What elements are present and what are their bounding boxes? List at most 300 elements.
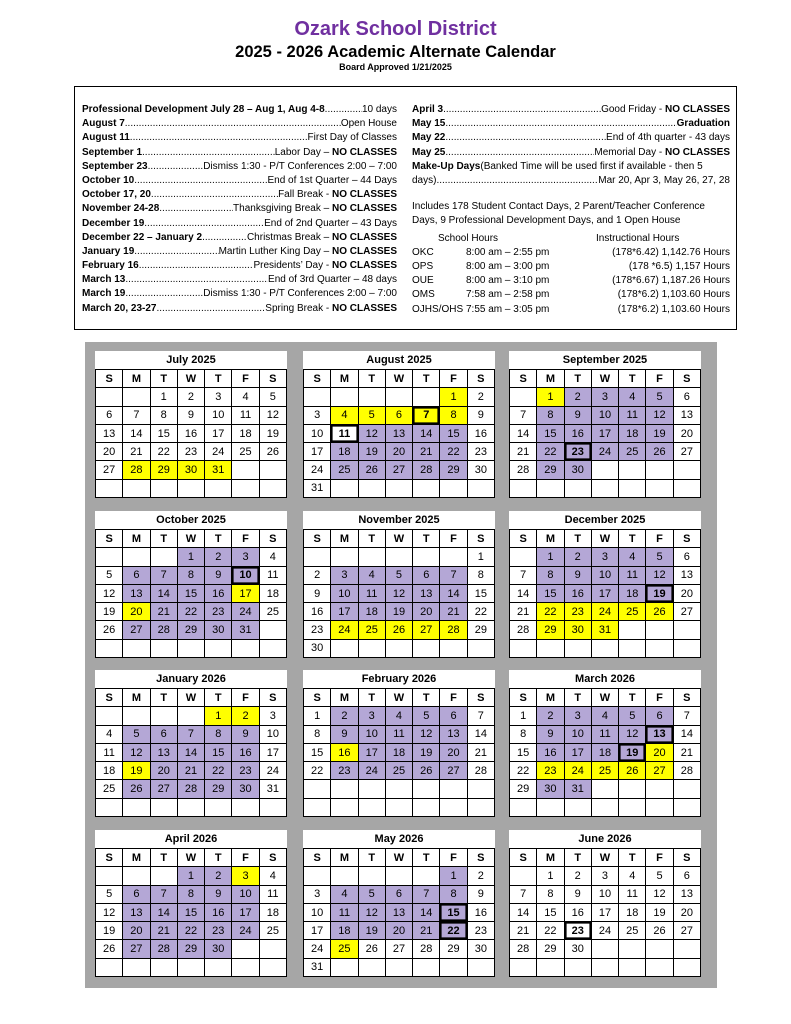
week-row [304, 725, 495, 743]
calendar-day: 1 [440, 388, 467, 406]
events-box [74, 86, 737, 330]
leader-dots [130, 131, 308, 145]
week-row [96, 903, 287, 921]
month-title: December 2025 [564, 514, 646, 526]
calendar-empty-cell [673, 798, 700, 816]
week-row [304, 479, 495, 497]
event-emphasis: NO CLASSES [331, 245, 397, 257]
hours-row [412, 274, 730, 288]
calendar-empty-cell [205, 798, 232, 816]
calendar-day: 15 [440, 903, 467, 921]
event-description [203, 160, 397, 174]
calendar-day: 23 [564, 922, 591, 940]
calendar-day: 22 [177, 922, 204, 940]
calendar-empty-cell [564, 479, 591, 497]
calendar-day: 5 [96, 885, 123, 903]
includes-line-2: Days, 9 Professional Development Days, and 1 Open House [412, 215, 681, 227]
month-title: February 2026 [361, 673, 437, 685]
weekday-header: M [537, 370, 564, 388]
calendar-day: 25 [331, 461, 358, 479]
calendar-day: 3 [304, 885, 331, 903]
calendar-day: 11 [619, 885, 646, 903]
school-hours: 8:00 am – 3:10 pm [466, 275, 550, 287]
event-description [341, 117, 397, 131]
week-row [304, 958, 495, 976]
calendar-day: 11 [619, 566, 646, 584]
calendar-day: 26 [358, 461, 385, 479]
event-row [412, 117, 730, 131]
calendar-day: 8 [440, 406, 467, 424]
calendar-empty-cell [96, 479, 123, 497]
calendar-day: 13 [673, 566, 700, 584]
week-row [304, 603, 495, 621]
calendar-day: 5 [646, 548, 673, 566]
calendar-empty-cell [646, 479, 673, 497]
calendar-day: 27 [673, 922, 700, 940]
calendar-day: 23 [537, 762, 564, 780]
month-table [303, 848, 495, 977]
event-date: March 13 [82, 274, 126, 286]
calendar-day: 28 [150, 940, 177, 958]
event-row [82, 131, 397, 145]
calendar-empty-cell [385, 958, 412, 976]
calendar-day: 3 [205, 388, 232, 406]
calendar-day: 15 [537, 903, 564, 921]
weekday-header: T [358, 370, 385, 388]
event-text: End of 2nd Quarter – 43 Days [264, 217, 397, 229]
month-table [509, 369, 701, 498]
calendar-day: 20 [673, 903, 700, 921]
week-row [510, 743, 701, 761]
weekday-header: W [591, 689, 618, 707]
calendar-day: 3 [232, 548, 259, 566]
calendar-day: 12 [96, 903, 123, 921]
weekday-header: M [123, 689, 150, 707]
weekday-header: T [413, 530, 440, 548]
week-row [96, 424, 287, 442]
calendar-day: 4 [96, 725, 123, 743]
month-july-2025 [95, 351, 287, 498]
makeup-line2: days) [412, 174, 437, 186]
calendar-empty-cell [646, 780, 673, 798]
calendar-day: 13 [385, 903, 412, 921]
calendar-empty-cell [304, 548, 331, 566]
calendar-day: 13 [385, 424, 412, 442]
calendar-day: 23 [232, 762, 259, 780]
calendar-day: 4 [385, 707, 412, 725]
calendar-empty-cell [440, 780, 467, 798]
calendar-day: 15 [467, 584, 494, 602]
calendar-day: 26 [259, 443, 286, 461]
week-row [96, 940, 287, 958]
calendar-empty-cell [232, 798, 259, 816]
calendar-day: 28 [510, 461, 537, 479]
event-date: May 15 [412, 118, 446, 130]
event-text: First Day of Classes [307, 132, 397, 144]
calendar-empty-cell [205, 479, 232, 497]
calendar-day: 24 [232, 922, 259, 940]
event-date: March 19 [82, 288, 126, 300]
calendar-day: 29 [205, 780, 232, 798]
calendar-day: 31 [205, 461, 232, 479]
calendar-day: 11 [358, 584, 385, 602]
calendar-day: 11 [96, 743, 123, 761]
month-june-2026 [509, 830, 701, 977]
calendar-day: 30 [232, 780, 259, 798]
weekday-header: S [259, 849, 286, 867]
calendar-day: 11 [619, 406, 646, 424]
calendar-day: 6 [673, 867, 700, 885]
calendar-day: 21 [123, 443, 150, 461]
leader-dots [436, 174, 598, 188]
calendar-day: 22 [440, 443, 467, 461]
calendar-day: 8 [440, 885, 467, 903]
weekday-header: T [150, 849, 177, 867]
calendar-day: 19 [385, 603, 412, 621]
calendar-day: 15 [205, 743, 232, 761]
calendar-day: 9 [232, 725, 259, 743]
calendar-day: 6 [646, 707, 673, 725]
weekday-header: S [510, 370, 537, 388]
calendar-empty-cell [413, 958, 440, 976]
week-row [96, 798, 287, 816]
leader-dots [325, 103, 362, 117]
week-row [96, 621, 287, 639]
calendar-day: 30 [467, 940, 494, 958]
calendar-day: 6 [123, 885, 150, 903]
calendar-day: 12 [646, 406, 673, 424]
calendar-day: 17 [591, 903, 618, 921]
event-row [82, 146, 397, 160]
calendar-day: 24 [304, 940, 331, 958]
leader-dots [125, 273, 268, 287]
calendar-day: 24 [591, 922, 618, 940]
weekday-header-row [96, 370, 287, 388]
calendar-empty-cell [96, 639, 123, 657]
calendar-day: 30 [205, 940, 232, 958]
weekday-header: W [385, 530, 412, 548]
calendar-day: 31 [304, 479, 331, 497]
calendar-day: 16 [564, 584, 591, 602]
board-approved-note: Board Approved 1/21/2025 [339, 62, 452, 72]
weekday-header: M [331, 849, 358, 867]
calendar-day: 13 [96, 424, 123, 442]
event-row [82, 160, 397, 174]
event-description [264, 217, 397, 231]
calendar-day: 27 [385, 940, 412, 958]
event-date: February 16 [82, 260, 139, 272]
event-emphasis: NO CLASSES [331, 203, 397, 215]
calendar-day: 12 [385, 584, 412, 602]
calendar-day: 25 [385, 762, 412, 780]
calendar-day: 26 [96, 621, 123, 639]
leader-dots [125, 117, 341, 131]
weekday-header: M [123, 849, 150, 867]
calendar-empty-cell [385, 639, 412, 657]
calendar-day: 11 [331, 424, 358, 442]
month-table [303, 369, 495, 498]
calendar-day: 16 [467, 424, 494, 442]
hours-row [412, 288, 730, 302]
calendar-empty-cell [673, 780, 700, 798]
calendar-day: 17 [232, 903, 259, 921]
calendar-day: 14 [673, 725, 700, 743]
calendar-day: 19 [646, 584, 673, 602]
weekday-header: S [673, 689, 700, 707]
month-february-2026 [303, 670, 495, 817]
weekday-header: W [385, 689, 412, 707]
calendar-empty-cell [331, 548, 358, 566]
calendar-day: 18 [232, 424, 259, 442]
calendar-day: 17 [564, 743, 591, 761]
calendar-day: 1 [467, 548, 494, 566]
calendar-empty-cell [591, 940, 618, 958]
calendar-empty-cell [385, 780, 412, 798]
calendar-day: 27 [123, 621, 150, 639]
calendar-day: 11 [591, 725, 618, 743]
event-date: September 1 [82, 146, 143, 158]
week-row [510, 798, 701, 816]
calendar-day: 28 [467, 762, 494, 780]
calendar-day: 27 [673, 603, 700, 621]
event-emphasis: NO CLASSES [331, 302, 397, 314]
event-description [247, 231, 397, 245]
event-emphasis: NO CLASSES [331, 231, 397, 243]
calendar-day: 18 [385, 743, 412, 761]
calendar-day: 15 [440, 424, 467, 442]
week-row [96, 479, 287, 497]
week-row [96, 762, 287, 780]
event-date: December 22 – January 2 [82, 231, 203, 243]
calendar-empty-cell [304, 798, 331, 816]
calendar-empty-cell [619, 780, 646, 798]
calendar-empty-cell [123, 867, 150, 885]
calendar-empty-cell [510, 798, 537, 816]
calendar-day: 29 [467, 621, 494, 639]
calendar-day: 28 [673, 762, 700, 780]
week-row [304, 903, 495, 921]
month-december-2025 [509, 511, 701, 658]
calendar-day: 6 [123, 566, 150, 584]
weekday-header: F [232, 530, 259, 548]
calendar-day: 16 [564, 903, 591, 921]
school-name: OPS [412, 260, 434, 272]
calendar-empty-cell [646, 639, 673, 657]
month-table [95, 369, 287, 498]
calendar-day: 31 [591, 621, 618, 639]
instructional-hours: (178 *6.5) 1,157 Hours [628, 260, 730, 272]
week-row [510, 780, 701, 798]
event-row [82, 174, 397, 188]
week-row [510, 388, 701, 406]
event-date: December 19 [82, 217, 145, 229]
calendar-day: 8 [177, 566, 204, 584]
calendar-empty-cell [673, 639, 700, 657]
week-row [510, 903, 701, 921]
weekday-header: T [564, 689, 591, 707]
event-description [203, 287, 397, 301]
week-row [96, 639, 287, 657]
weekday-header: W [177, 370, 204, 388]
calendar-day: 30 [564, 461, 591, 479]
calendar-day: 6 [673, 388, 700, 406]
calendar-day: 3 [304, 406, 331, 424]
calendar-day: 8 [537, 566, 564, 584]
weekday-header: T [205, 530, 232, 548]
calendar-day: 1 [177, 548, 204, 566]
calendar-empty-cell [619, 940, 646, 958]
week-row [304, 566, 495, 584]
calendar-day: 4 [232, 388, 259, 406]
calendar-empty-cell [331, 958, 358, 976]
calendar-empty-cell [331, 780, 358, 798]
calendar-empty-cell [510, 639, 537, 657]
calendar-empty-cell [331, 639, 358, 657]
event-text: 10 days [361, 104, 397, 115]
event-date: April 3 [412, 104, 444, 115]
event-description [362, 103, 397, 117]
event-row [82, 231, 397, 245]
calendar-empty-cell [96, 867, 123, 885]
calendar-empty-cell [440, 479, 467, 497]
month-table [95, 688, 287, 817]
calendar-day: 7 [150, 885, 177, 903]
calendar-day: 21 [440, 603, 467, 621]
calendar-day: 29 [177, 621, 204, 639]
calendar-day: 23 [205, 922, 232, 940]
calendar-day: 5 [259, 388, 286, 406]
calendar-day: 22 [537, 443, 564, 461]
week-row [510, 725, 701, 743]
calendar-day: 3 [591, 388, 618, 406]
event-description [606, 131, 730, 145]
month-title: November 2025 [358, 514, 440, 526]
month-title: May 2026 [374, 833, 424, 845]
calendar-day: 27 [646, 762, 673, 780]
event-description [677, 117, 730, 131]
calendar-day: 19 [96, 603, 123, 621]
calendar-day: 8 [150, 406, 177, 424]
calendar-day: 10 [591, 885, 618, 903]
weekday-header-row [304, 530, 495, 548]
instructional-hours: (178*6.2) 1,103.60 Hours [617, 289, 730, 301]
week-row [304, 780, 495, 798]
calendar-empty-cell [510, 548, 537, 566]
calendar-day: 27 [385, 461, 412, 479]
calendar-day: 19 [358, 443, 385, 461]
weekday-header: T [619, 370, 646, 388]
calendar-day: 19 [96, 922, 123, 940]
calendar-day: 24 [259, 762, 286, 780]
calendar-day: 15 [510, 743, 537, 761]
calendar-day: 29 [440, 940, 467, 958]
calendar-day: 21 [510, 603, 537, 621]
calendar-empty-cell [413, 388, 440, 406]
calendar-day: 27 [150, 780, 177, 798]
weekday-header: T [205, 849, 232, 867]
event-row [82, 287, 397, 301]
calendar-day: 30 [537, 780, 564, 798]
event-row [82, 259, 397, 273]
calendar-day: 8 [467, 566, 494, 584]
calendar-day: 25 [591, 762, 618, 780]
calendar-empty-cell [440, 548, 467, 566]
weekday-header: W [591, 370, 618, 388]
calendar-day: 9 [177, 406, 204, 424]
event-text: Labor Day – [274, 146, 332, 158]
leader-dots [134, 245, 218, 259]
leader-dots [445, 131, 606, 145]
calendar-day: 14 [123, 424, 150, 442]
event-emphasis: NO CLASSES [331, 260, 397, 272]
calendar-day: 20 [96, 443, 123, 461]
calendar-day: 8 [537, 885, 564, 903]
calendar-day: 23 [564, 443, 591, 461]
calendar-empty-cell [150, 798, 177, 816]
month-august-2025 [303, 351, 495, 498]
weekday-header: M [331, 370, 358, 388]
weekday-header: F [646, 370, 673, 388]
calendar-empty-cell [177, 639, 204, 657]
calendar-day: 25 [232, 443, 259, 461]
calendar-day: 10 [232, 885, 259, 903]
calendar-day: 18 [331, 922, 358, 940]
calendar-empty-cell [510, 479, 537, 497]
weekday-header-row [510, 689, 701, 707]
events-right-list [412, 103, 730, 160]
calendar-day: 29 [510, 780, 537, 798]
week-row [96, 548, 287, 566]
calendar-day: 20 [440, 743, 467, 761]
calendar-empty-cell [646, 958, 673, 976]
makeup-dates: Mar 20, Apr 3, May 26, 27, 28 [598, 174, 730, 186]
calendar-day: 6 [385, 885, 412, 903]
leader-dots [151, 188, 278, 202]
calendar-day: 20 [413, 603, 440, 621]
calendar-empty-cell [232, 461, 259, 479]
calendar-day: 22 [537, 603, 564, 621]
calendar-empty-cell [123, 639, 150, 657]
calendar-empty-cell [304, 780, 331, 798]
calendar-empty-cell [123, 798, 150, 816]
school-hours: 8:00 am – 3:00 pm [466, 260, 550, 272]
event-text: Open House [340, 118, 397, 130]
calendar-empty-cell [413, 798, 440, 816]
calendar-day: 20 [150, 762, 177, 780]
week-row [510, 406, 701, 424]
instructional-hours: (178*6.67) 1,187.26 Hours [612, 275, 730, 287]
calendar-empty-cell [537, 639, 564, 657]
calendar-empty-cell [358, 639, 385, 657]
leader-dots [142, 146, 275, 160]
week-row [304, 762, 495, 780]
calendar-day: 22 [467, 603, 494, 621]
calendar-day: 29 [177, 940, 204, 958]
leader-dots [159, 202, 233, 216]
calendar-day: 14 [510, 424, 537, 442]
calendar-day: 16 [467, 903, 494, 921]
calendar-empty-cell [304, 867, 331, 885]
calendar-day: 3 [358, 707, 385, 725]
event-date: March 20, 23-27 [82, 302, 157, 314]
event-row [412, 146, 730, 160]
week-row [510, 621, 701, 639]
calendar-day: 28 [123, 461, 150, 479]
weekday-header-row [304, 370, 495, 388]
calendar-day: 13 [646, 725, 673, 743]
calendar-day: 14 [177, 743, 204, 761]
calendar-empty-cell [413, 639, 440, 657]
